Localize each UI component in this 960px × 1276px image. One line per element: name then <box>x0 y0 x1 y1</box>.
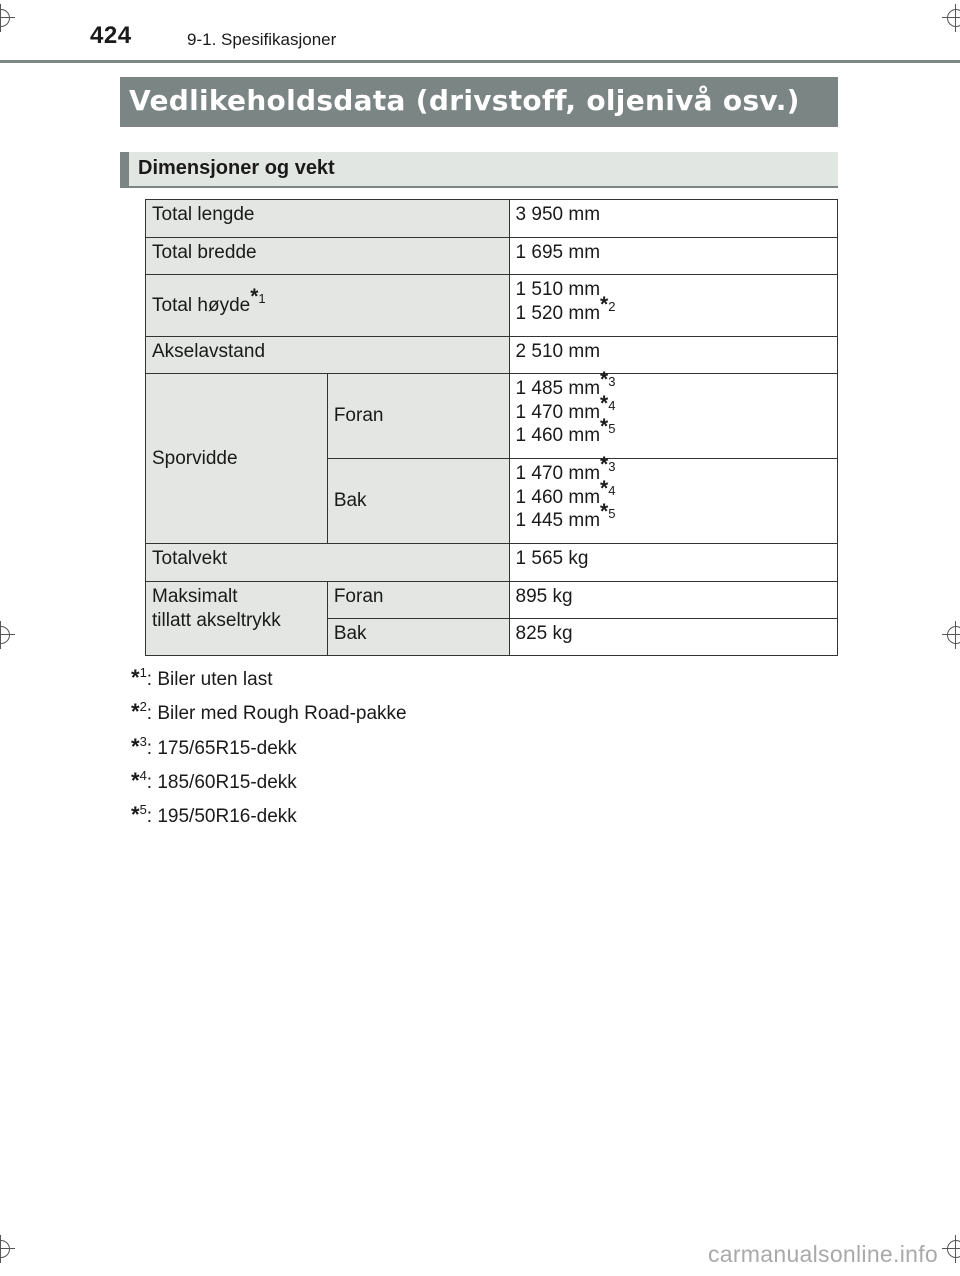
table-row <box>146 582 838 619</box>
main-title-banner: Vedlikeholdsdata (drivstoff, oljenivå osv.) <box>120 77 838 127</box>
total-length-value: 3 950 mm <box>509 200 837 238</box>
footnote-item <box>131 801 407 835</box>
axle-load-label-line-1: Maksimalt <box>152 586 238 607</box>
footnotes <box>131 664 407 835</box>
value-line <box>515 415 831 448</box>
total-height-label-cell <box>146 275 510 337</box>
footnote-star: * <box>600 415 609 438</box>
footnote-ref: 5 <box>608 506 616 521</box>
footnote-ref: 4 <box>608 482 616 498</box>
total-weight-value: 1 565 kg <box>509 544 837 582</box>
footnote-ref: 3 <box>608 374 616 389</box>
crop-mark-top-left <box>0 4 15 32</box>
wheelbase-label: Akselavstand <box>146 337 510 374</box>
value-line <box>515 476 831 510</box>
footnote-text: : 195/50R16-dekk <box>146 806 297 828</box>
crop-mark-bottom-left <box>0 1235 15 1263</box>
footnote-text: : Biler uten last <box>146 669 273 690</box>
footnote-number: 3 <box>139 733 147 749</box>
track-rear-label: Bak <box>327 459 509 544</box>
track-front-values <box>509 368 837 459</box>
footnote-star: * <box>250 284 259 308</box>
table-row <box>146 238 838 275</box>
footnote-star: * <box>131 699 140 725</box>
table-row <box>146 544 838 582</box>
footnote-ref: 3 <box>608 459 616 474</box>
header-rule <box>0 60 960 63</box>
track-front-value: 1 460 mm <box>515 425 601 446</box>
track-rear-value: 1 470 mm <box>515 463 601 484</box>
footnote-star: * <box>600 368 609 391</box>
footnote-ref: 4 <box>608 397 616 413</box>
value-line <box>515 391 831 425</box>
value-line <box>515 500 831 533</box>
table-row <box>146 200 838 238</box>
wheelbase-value: 2 510 mm <box>509 337 837 374</box>
footnote-star: * <box>600 292 609 316</box>
footnote-star: * <box>600 476 609 500</box>
footnote-item <box>131 664 407 698</box>
total-height-label: Total høyde <box>152 294 251 316</box>
footnote-star: * <box>131 733 140 759</box>
page-number: 424 <box>90 22 132 49</box>
track-rear-value: 1 460 mm <box>515 486 601 508</box>
total-weight-label: Totalvekt <box>146 544 510 582</box>
footnote-ref: 5 <box>608 421 616 436</box>
footnote-number: 5 <box>139 802 147 818</box>
footnote-text: : 185/60R15-dekk <box>146 771 297 793</box>
dimensions-table <box>145 199 838 656</box>
footnote-star: * <box>131 802 140 828</box>
crop-mark-mid-left <box>0 621 15 649</box>
track-rear-values <box>509 453 837 544</box>
table-row <box>146 275 838 337</box>
footnote-text: : Biler med Rough Road-pakke <box>146 703 407 725</box>
axle-load-rear-label: Bak <box>327 619 509 656</box>
track-label: Sporvidde <box>146 374 328 544</box>
track-front-value: 1 470 mm <box>515 401 601 423</box>
footnote-star: * <box>131 767 140 793</box>
value-line <box>515 368 831 401</box>
subsection-banner <box>120 152 838 188</box>
total-height-value-2: 1 520 mm <box>515 302 601 324</box>
total-height-value-1: 1 510 mm <box>515 279 601 300</box>
table-row <box>146 374 838 459</box>
total-width-label: Total bredde <box>146 238 510 275</box>
track-rear-value: 1 445 mm <box>515 510 601 531</box>
axle-load-front-value: 895 kg <box>509 582 837 619</box>
crop-mark-mid-right <box>942 621 960 649</box>
total-width-value: 1 695 mm <box>509 238 837 275</box>
track-front-value: 1 485 mm <box>515 378 601 399</box>
footnote-number: 4 <box>139 767 147 783</box>
footnote-number: 1 <box>139 665 147 680</box>
axle-load-rear-value: 825 kg <box>509 619 837 656</box>
footnote-ref: 1 <box>258 290 266 306</box>
footnote-star: * <box>600 453 609 476</box>
footnote-number: 2 <box>139 699 147 715</box>
crop-mark-top-right <box>942 4 960 32</box>
axle-load-label <box>146 582 328 656</box>
total-height-value-cell <box>509 275 837 337</box>
axle-load-label-line-2: tillatt akseltrykk <box>152 609 281 631</box>
axle-load-front-label: Foran <box>327 582 509 619</box>
crop-mark-bottom-right <box>942 1235 960 1263</box>
footnote-item <box>131 698 407 732</box>
value-line <box>515 453 831 486</box>
footnote-star: * <box>600 391 609 415</box>
subsection-title: Dimensjoner og vekt <box>138 157 335 179</box>
watermark-link[interactable]: carmanualsonline.info <box>707 1241 938 1267</box>
footnote-item <box>131 733 407 767</box>
section-title: 9-1. Spesifikasjoner <box>187 30 337 49</box>
footnote-text: : 175/65R15-dekk <box>146 737 297 759</box>
track-front-label: Foran <box>327 374 509 459</box>
table-row <box>146 337 838 374</box>
total-length-label: Total lengde <box>146 200 510 238</box>
footnote-item <box>131 767 407 801</box>
footnote-ref: 2 <box>608 298 616 314</box>
footnote-star: * <box>131 665 140 690</box>
footnote-star: * <box>600 500 609 523</box>
